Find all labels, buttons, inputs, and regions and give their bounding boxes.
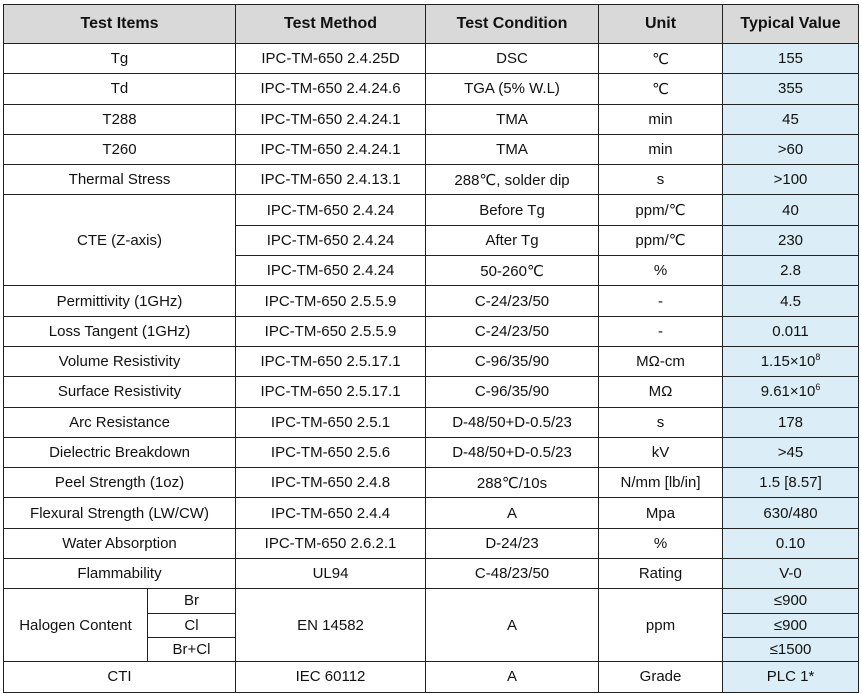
test-item: T288 xyxy=(4,104,236,134)
table-row xyxy=(4,528,859,558)
header-test-method: Test Method xyxy=(236,5,426,44)
test-method: IPC-TM-650 2.4.13.1 xyxy=(236,165,426,195)
table-row xyxy=(4,286,859,316)
unit: % xyxy=(599,256,723,286)
typical-value: 178 xyxy=(723,407,859,437)
header-test-condition: Test Condition xyxy=(426,5,599,44)
test-item: Halogen Content xyxy=(4,589,148,662)
test-item: Td xyxy=(4,74,236,104)
test-condition: After Tg xyxy=(426,225,599,255)
test-condition: 50-260℃ xyxy=(426,256,599,286)
value-exponent: 6 xyxy=(815,382,821,393)
typical-value: 1.5 [8.57] xyxy=(723,468,859,498)
test-item: Volume Resistivity xyxy=(4,346,236,376)
typical-value: 0.011 xyxy=(723,316,859,346)
test-method: IPC-TM-650 2.5.17.1 xyxy=(236,346,426,376)
test-method: UL94 xyxy=(236,559,426,589)
halogen-element: Cl xyxy=(148,613,236,637)
test-condition: DSC xyxy=(426,44,599,74)
unit: MΩ xyxy=(599,377,723,407)
test-condition: D-48/50+D-0.5/23 xyxy=(426,437,599,467)
unit: Rating xyxy=(599,559,723,589)
typical-value xyxy=(723,346,859,376)
table-row xyxy=(4,104,859,134)
table-row xyxy=(4,165,859,195)
test-method: IPC-TM-650 2.4.24 xyxy=(236,256,426,286)
table-row xyxy=(4,437,859,467)
unit: ℃ xyxy=(599,44,723,74)
properties-table xyxy=(3,4,859,693)
unit: min xyxy=(599,134,723,164)
test-condition: C-24/23/50 xyxy=(426,286,599,316)
test-method: IPC-TM-650 2.4.4 xyxy=(236,498,426,528)
unit: ppm xyxy=(599,589,723,662)
typical-value: 630/480 xyxy=(723,498,859,528)
test-item: Thermal Stress xyxy=(4,165,236,195)
test-item: CTE (Z-axis) xyxy=(4,195,236,286)
test-method: IPC-TM-650 2.5.5.9 xyxy=(236,286,426,316)
test-condition: TGA (5% W.L) xyxy=(426,74,599,104)
unit: s xyxy=(599,407,723,437)
typical-value: 40 xyxy=(723,195,859,225)
value-base: 9.61×10 xyxy=(760,383,816,401)
test-condition: D-48/50+D-0.5/23 xyxy=(426,407,599,437)
test-condition: C-96/35/90 xyxy=(426,346,599,376)
typical-value: 2.8 xyxy=(723,256,859,286)
typical-value: 355 xyxy=(723,74,859,104)
test-method: IPC-TM-650 2.4.24.6 xyxy=(236,74,426,104)
typical-value: ≤1500 xyxy=(723,637,859,661)
unit: min xyxy=(599,104,723,134)
test-item: Tg xyxy=(4,44,236,74)
test-condition: 288℃/10s xyxy=(426,468,599,498)
test-condition: C-48/23/50 xyxy=(426,559,599,589)
test-condition: TMA xyxy=(426,134,599,164)
test-method: IPC-TM-650 2.4.24 xyxy=(236,225,426,255)
typical-value: 4.5 xyxy=(723,286,859,316)
unit: N/mm [lb/in] xyxy=(599,468,723,498)
test-method: IEC 60112 xyxy=(236,662,426,692)
test-method: IPC-TM-650 2.4.25D xyxy=(236,44,426,74)
table-row xyxy=(4,468,859,498)
typical-value: 0.10 xyxy=(723,528,859,558)
typical-value: >100 xyxy=(723,165,859,195)
table-row xyxy=(4,377,859,407)
test-condition: 288℃, solder dip xyxy=(426,165,599,195)
unit: ppm/℃ xyxy=(599,195,723,225)
unit: - xyxy=(599,286,723,316)
test-condition: A xyxy=(426,589,599,662)
test-method: IPC-TM-650 2.5.5.9 xyxy=(236,316,426,346)
test-item: Loss Tangent (1GHz) xyxy=(4,316,236,346)
table-row xyxy=(4,498,859,528)
header-test-items: Test Items xyxy=(4,5,236,44)
value-base: 1.15×10 xyxy=(760,353,816,371)
typical-value: 155 xyxy=(723,44,859,74)
halogen-element: Br+Cl xyxy=(148,637,236,661)
unit: - xyxy=(599,316,723,346)
test-item: Arc Resistance xyxy=(4,407,236,437)
test-condition: A xyxy=(426,498,599,528)
typical-value xyxy=(723,377,859,407)
test-method: EN 14582 xyxy=(236,589,426,662)
unit: Grade xyxy=(599,662,723,692)
test-condition: C-96/35/90 xyxy=(426,377,599,407)
test-condition: A xyxy=(426,662,599,692)
test-method: IPC-TM-650 2.4.24.1 xyxy=(236,104,426,134)
table-row xyxy=(4,589,859,613)
table-row xyxy=(4,316,859,346)
test-method: IPC-TM-650 2.6.2.1 xyxy=(236,528,426,558)
typical-value: PLC 1* xyxy=(723,662,859,692)
table-row xyxy=(4,559,859,589)
unit: ppm/℃ xyxy=(599,225,723,255)
halogen-element: Br xyxy=(148,589,236,613)
typical-value: 45 xyxy=(723,104,859,134)
test-item: Dielectric Breakdown xyxy=(4,437,236,467)
unit: ℃ xyxy=(599,74,723,104)
table-row xyxy=(4,662,859,692)
test-method: IPC-TM-650 2.5.17.1 xyxy=(236,377,426,407)
test-item: T260 xyxy=(4,134,236,164)
test-condition: Before Tg xyxy=(426,195,599,225)
unit: s xyxy=(599,165,723,195)
table-row xyxy=(4,74,859,104)
header-typical-value: Typical Value xyxy=(723,5,859,44)
unit: kV xyxy=(599,437,723,467)
test-method: IPC-TM-650 2.5.6 xyxy=(236,437,426,467)
table-row xyxy=(4,44,859,74)
test-item: Water Absorption xyxy=(4,528,236,558)
unit: Mpa xyxy=(599,498,723,528)
header-unit: Unit xyxy=(599,5,723,44)
table-row xyxy=(4,407,859,437)
typical-value: ≤900 xyxy=(723,613,859,637)
test-item: Permittivity (1GHz) xyxy=(4,286,236,316)
typical-value: ≤900 xyxy=(723,589,859,613)
test-item: Flexural Strength (LW/CW) xyxy=(4,498,236,528)
test-condition: D-24/23 xyxy=(426,528,599,558)
test-condition: TMA xyxy=(426,104,599,134)
test-condition: C-24/23/50 xyxy=(426,316,599,346)
typical-value: >60 xyxy=(723,134,859,164)
test-item: Flammability xyxy=(4,559,236,589)
table-row xyxy=(4,134,859,164)
typical-value: 230 xyxy=(723,225,859,255)
test-method: IPC-TM-650 2.4.8 xyxy=(236,468,426,498)
test-method: IPC-TM-650 2.4.24 xyxy=(236,195,426,225)
unit: MΩ-cm xyxy=(599,346,723,376)
test-item: Peel Strength (1oz) xyxy=(4,468,236,498)
header-row xyxy=(4,5,859,44)
test-item: Surface Resistivity xyxy=(4,377,236,407)
table-row xyxy=(4,195,859,225)
table-row xyxy=(4,346,859,376)
value-exponent: 8 xyxy=(815,352,821,363)
typical-value: V-0 xyxy=(723,559,859,589)
typical-value: >45 xyxy=(723,437,859,467)
test-method: IPC-TM-650 2.4.24.1 xyxy=(236,134,426,164)
test-method: IPC-TM-650 2.5.1 xyxy=(236,407,426,437)
test-item: CTI xyxy=(4,662,236,692)
unit: % xyxy=(599,528,723,558)
